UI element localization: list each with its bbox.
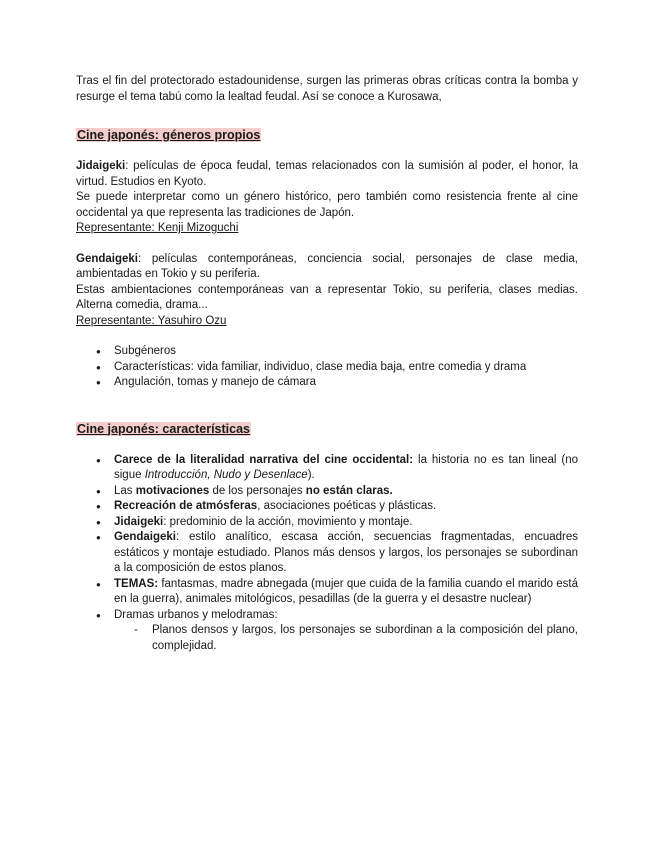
jidaigeki-extra: Se puede interpretar como un género histórico, pero también como resistencia frente al cine occidental ya que representa las tradiciones de Japón. bbox=[76, 191, 578, 219]
italic-text: Introducción, Nudo y Desenlace bbox=[144, 469, 308, 481]
list-item: ● Angulación, tomas y manejo de cámara bbox=[76, 375, 578, 391]
list-item: ● Subgéneros bbox=[76, 344, 578, 360]
jidaigeki-term: Jidaigeki bbox=[76, 160, 126, 172]
list-item bbox=[76, 608, 578, 655]
gendaigeki-representante bbox=[76, 314, 578, 330]
list-item bbox=[76, 453, 578, 484]
bold-text: Carece de la literalidad narrativa del cine occidental: bbox=[114, 453, 414, 466]
gendaigeki-representante-text: Representante: Yasuhiro Ozu bbox=[76, 314, 227, 327]
item-text: Las bbox=[114, 484, 136, 497]
sub-list bbox=[76, 623, 578, 654]
gendaigeki-term: Gendaigeki bbox=[76, 252, 138, 265]
item-text: fantasmas, madre abnegada (mujer que cuida de la familia cuando el marido está en la guerra), animales mitológicos, pesadillas (de la guerra y el desastre nuclear) bbox=[114, 577, 578, 605]
bold-text: TEMAS: bbox=[114, 577, 159, 590]
item-text: Dramas urbanos y melodramas: bbox=[114, 608, 278, 621]
list-item bbox=[76, 499, 578, 515]
gendaigeki-definition: : películas contemporáneas, conciencia social, personajes de clase media, ambientadas en Tokio y su periferia. bbox=[76, 252, 578, 280]
section-heading-caracteristicas bbox=[76, 421, 578, 438]
item-text: : estilo analítico, escasa acción, secuencias fragmentadas, encuadres estáticos y montaje estudiado. Planos más densos y largos, los personajes se subordinan a la composición de estos planos. bbox=[114, 531, 578, 574]
jidaigeki-paragraph bbox=[76, 159, 578, 190]
gendaigeki-paragraph bbox=[76, 252, 578, 283]
list-item: ● Características: vida familiar, individuo, clase media baja, entre comedia y drama bbox=[76, 360, 578, 376]
caracteristicas-bullet-list bbox=[76, 453, 578, 655]
document-page bbox=[76, 74, 578, 654]
bold-text: Gendaigeki bbox=[114, 531, 176, 543]
intro-paragraph: Tras el fin del protectorado estadounidense, surgen las primeras obras críticas contra la bomba y resurge el tema tabú como la lealtad feudal. Así se conoce a Kurosawa, bbox=[76, 75, 578, 103]
bold-text: no están bbox=[305, 484, 354, 497]
section-heading-generos bbox=[76, 127, 578, 144]
item-text: , asociaciones poéticas y plásticas. bbox=[257, 500, 437, 512]
item-text: : predominio de la acción, movimiento y montaje. bbox=[163, 515, 413, 528]
item-text: de los personajes bbox=[209, 484, 306, 497]
bold-text: Jidaigeki bbox=[114, 515, 164, 528]
bold-text: claras. bbox=[356, 484, 393, 497]
list-item bbox=[76, 515, 578, 531]
section-heading-text: Cine japonés: características bbox=[77, 421, 250, 436]
gendaigeki-extra: Estas ambientaciones contemporáneas van a representar Tokio, su periferia, clases medias. Alterna comedia, drama... bbox=[76, 283, 578, 311]
list-item bbox=[76, 530, 578, 577]
jidaigeki-representante bbox=[76, 221, 578, 237]
bold-text: Recreación de atmósferas bbox=[114, 500, 258, 512]
list-item bbox=[76, 577, 578, 608]
sub-list-item: - Planos densos y largos, los personajes se subordinan a la composición del plano, complejidad. bbox=[76, 623, 578, 654]
bold-text: motivaciones bbox=[135, 484, 210, 497]
jidaigeki-representante-text: Representante: Kenji Mizoguchi bbox=[76, 222, 239, 234]
jidaigeki-definition: : películas de época feudal, temas relacionados con la sumisión al poder, el honor, la virtud. Estudios en Kyoto. bbox=[76, 160, 578, 188]
item-text: la historia no es tan lineal (no sigue bbox=[114, 453, 578, 481]
list-item bbox=[76, 484, 578, 500]
item-text: ). bbox=[307, 469, 315, 481]
generos-bullet-list bbox=[76, 344, 578, 391]
section-heading-text: Cine japonés: géneros propios bbox=[77, 128, 261, 142]
